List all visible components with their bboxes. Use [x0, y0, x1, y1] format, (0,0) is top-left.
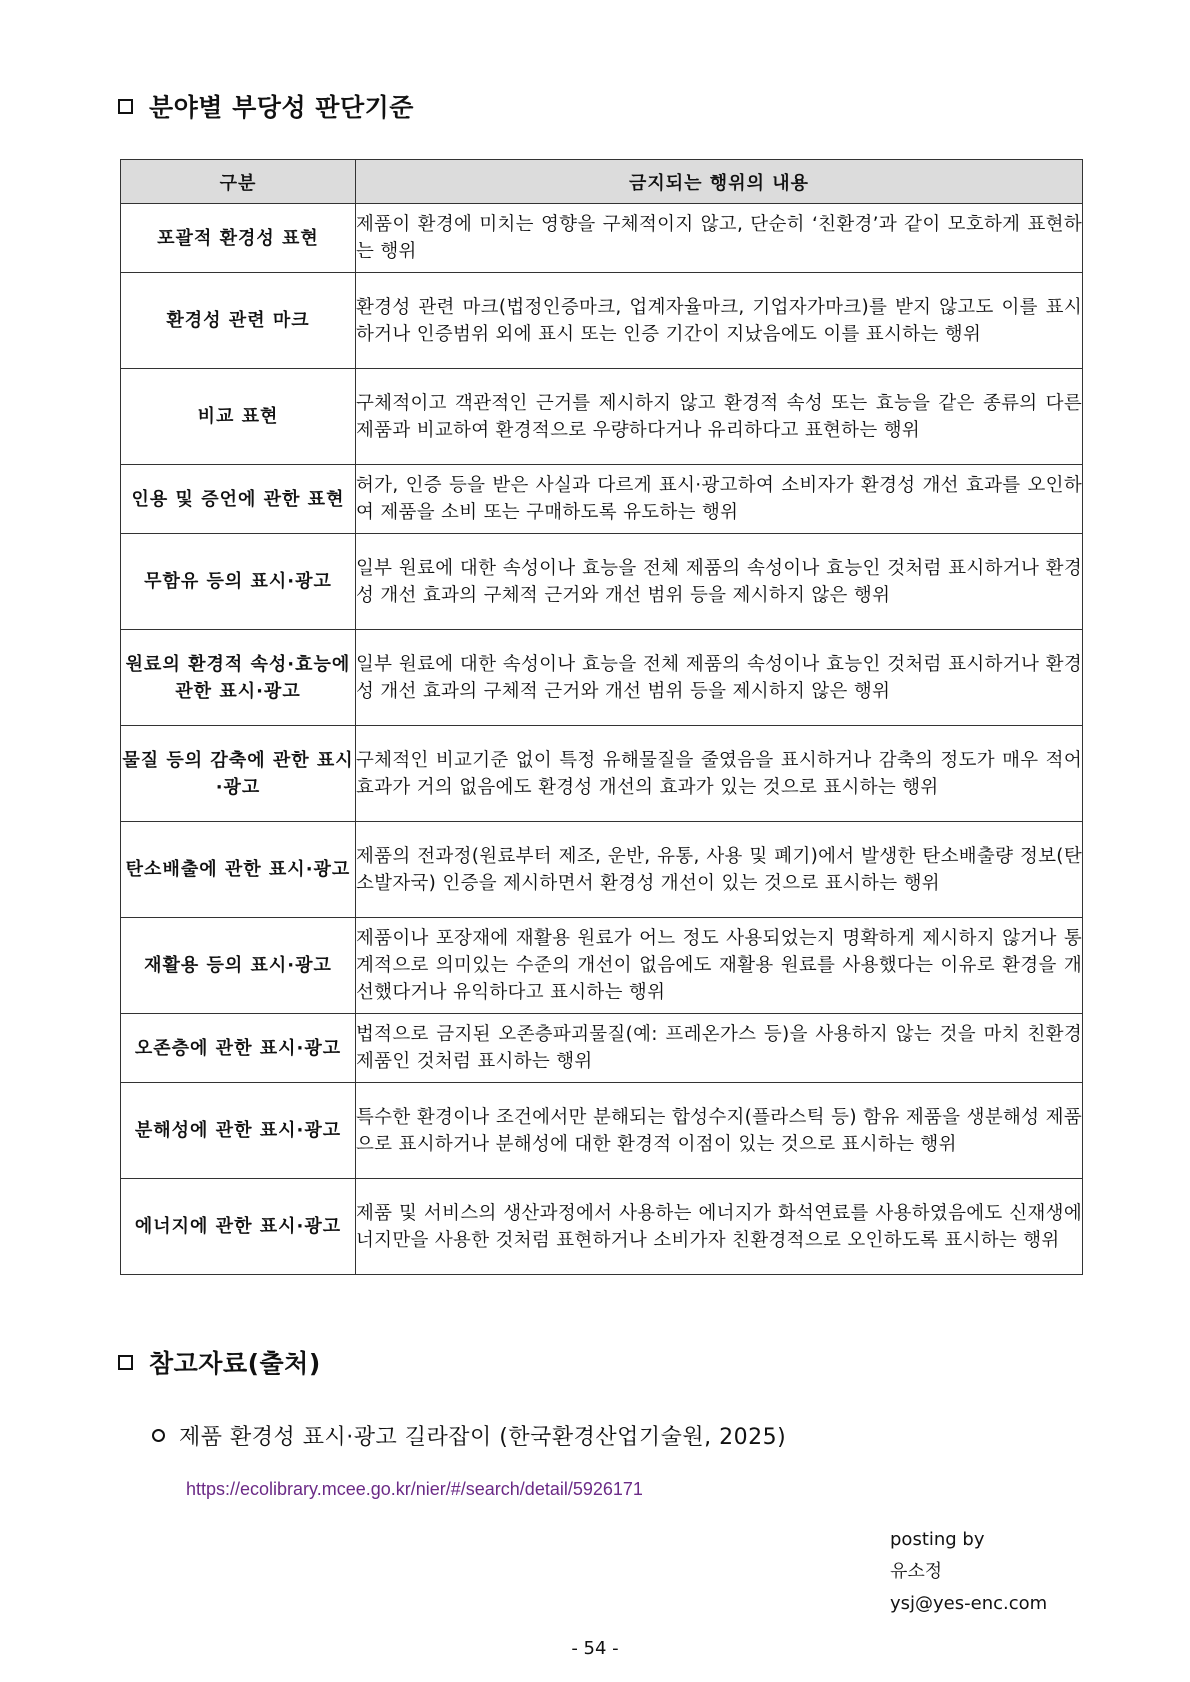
table-row: [121, 369, 1083, 465]
row-category: 인용 및 증언에 관한 표현: [121, 465, 356, 534]
circle-bullet-icon: [152, 1429, 165, 1442]
table-row: [121, 1083, 1083, 1179]
table-row: [121, 534, 1083, 630]
row-description: 제품 및 서비스의 생산과정에서 사용하는 에너지가 화석연료를 사용하였음에도 신재생에너지만을 사용한 것처럼 표현하거나 소비가자 친환경적으로 오인하도록 표시하는 행위: [356, 1179, 1083, 1275]
row-description: 환경성 관련 마크(법정인증마크, 업계자율마크, 기업자가마크)를 받지 않고도 이를 표시하거나 인증범위 외에 표시 또는 인증 기간이 지났음에도 이를 표시하는 행위: [356, 273, 1083, 369]
square-bullet-icon: [118, 99, 133, 114]
row-description: 특수한 환경이나 조건에서만 분해되는 합성수지(플라스틱 등) 함유 제품을 생분해성 제품으로 표시하거나 분해성에 대한 환경적 이점이 있는 것으로 표시하는 행위: [356, 1083, 1083, 1179]
square-bullet-icon: [118, 1355, 133, 1370]
table-row: [121, 918, 1083, 1014]
row-category: 에너지에 관한 표시·광고: [121, 1179, 356, 1275]
row-description: 일부 원료에 대한 속성이나 효능을 전체 제품의 속성이나 효능인 것처럼 표시하거나 환경성 개선 효과의 구체적 근거와 개선 범위 등을 제시하지 않은 행위: [356, 630, 1083, 726]
header-description: 금지되는 행위의 내용: [356, 160, 1083, 204]
table-row: [121, 1179, 1083, 1275]
row-description: 제품이 환경에 미치는 영향을 구체적이지 않고, 단순히 ‘친환경’과 같이 모호하게 표현하는 행위: [356, 204, 1083, 273]
table-row: [121, 726, 1083, 822]
row-category: 환경성 관련 마크: [121, 273, 356, 369]
table-row: [121, 1014, 1083, 1083]
section-title: 참고자료(출처): [149, 1349, 321, 1378]
section-heading-criteria: [118, 88, 414, 124]
table-header-row: [121, 160, 1083, 204]
row-category: 무함유 등의 표시·광고: [121, 534, 356, 630]
posting-label: posting by: [890, 1529, 985, 1550]
row-description: 구체적인 비교기준 없이 특정 유해물질을 줄였음을 표시하거나 감축의 정도가 매우 적어 효과가 거의 없음에도 환경성 개선의 효과가 있는 것으로 표시하는 행위: [356, 726, 1083, 822]
table-row: [121, 465, 1083, 534]
row-description: 일부 원료에 대한 속성이나 효능을 전체 제품의 속성이나 효능인 것처럼 표시하거나 환경성 개선 효과의 구체적 근거와 개선 범위 등을 제시하지 않은 행위: [356, 534, 1083, 630]
row-category: 원료의 환경적 속성·효능에 관한 표시·광고: [121, 630, 356, 726]
row-category: 포괄적 환경성 표현: [121, 204, 356, 273]
reference-link[interactable]: https://ecolibrary.mcee.go.kr/nier/#/search/detail/5926171: [186, 1479, 643, 1499]
author-name: 유소정: [890, 1561, 943, 1582]
table-row: [121, 630, 1083, 726]
criteria-table: [120, 159, 1083, 1275]
row-description: 법적으로 금지된 오존층파괴물질(예: 프레온가스 등)을 사용하지 않는 것을 마치 친환경 제품인 것처럼 표시하는 행위: [356, 1014, 1083, 1083]
table-row: [121, 822, 1083, 918]
row-description: 허가, 인증 등을 받은 사실과 다르게 표시·광고하여 소비자가 환경성 개선 효과를 오인하여 제품을 소비 또는 구매하도록 유도하는 행위: [356, 465, 1083, 534]
row-category: 재활용 등의 표시·광고: [121, 918, 356, 1014]
author-email: ysj@yes-enc.com: [890, 1593, 1048, 1614]
row-description: 구체적이고 객관적인 근거를 제시하지 않고 환경적 속성 또는 효능을 같은 종류의 다른 제품과 비교하여 환경적으로 우량하다거나 유리하다고 표현하는 행위: [356, 369, 1083, 465]
posting-info: [890, 1524, 1047, 1620]
table-row: [121, 204, 1083, 273]
reference-title: 제품 환경성 표시·광고 길라잡이 (한국환경산업기술원, 2025): [179, 1425, 787, 1450]
row-category: 비교 표현: [121, 369, 356, 465]
table-row: [121, 273, 1083, 369]
row-category: 오존층에 관한 표시·광고: [121, 1014, 356, 1083]
section-heading-references: [118, 1344, 321, 1380]
row-category: 물질 등의 감축에 관한 표시·광고: [121, 726, 356, 822]
reference-item: [152, 1420, 786, 1451]
row-description: 제품의 전과정(원료부터 제조, 운반, 유통, 사용 및 폐기)에서 발생한 탄소배출량 정보(탄소발자국) 인증을 제시하면서 환경성 개선이 있는 것으로 표시하는 행위: [356, 822, 1083, 918]
header-category: 구분: [121, 160, 356, 204]
row-category: 분해성에 관한 표시·광고: [121, 1083, 356, 1179]
row-description: 제품이나 포장재에 재활용 원료가 어느 정도 사용되었는지 명확하게 제시하지 않거나 통계적으로 의미있는 수준의 개선이 없음에도 재활용 원료를 사용했다는 이유로 환경을 개선했다거나 유익하다고 표시하는 행위: [356, 918, 1083, 1014]
row-category: 탄소배출에 관한 표시·광고: [121, 822, 356, 918]
page-number: - 54 -: [571, 1638, 619, 1659]
section-title: 분야별 부당성 판단기준: [149, 93, 414, 122]
